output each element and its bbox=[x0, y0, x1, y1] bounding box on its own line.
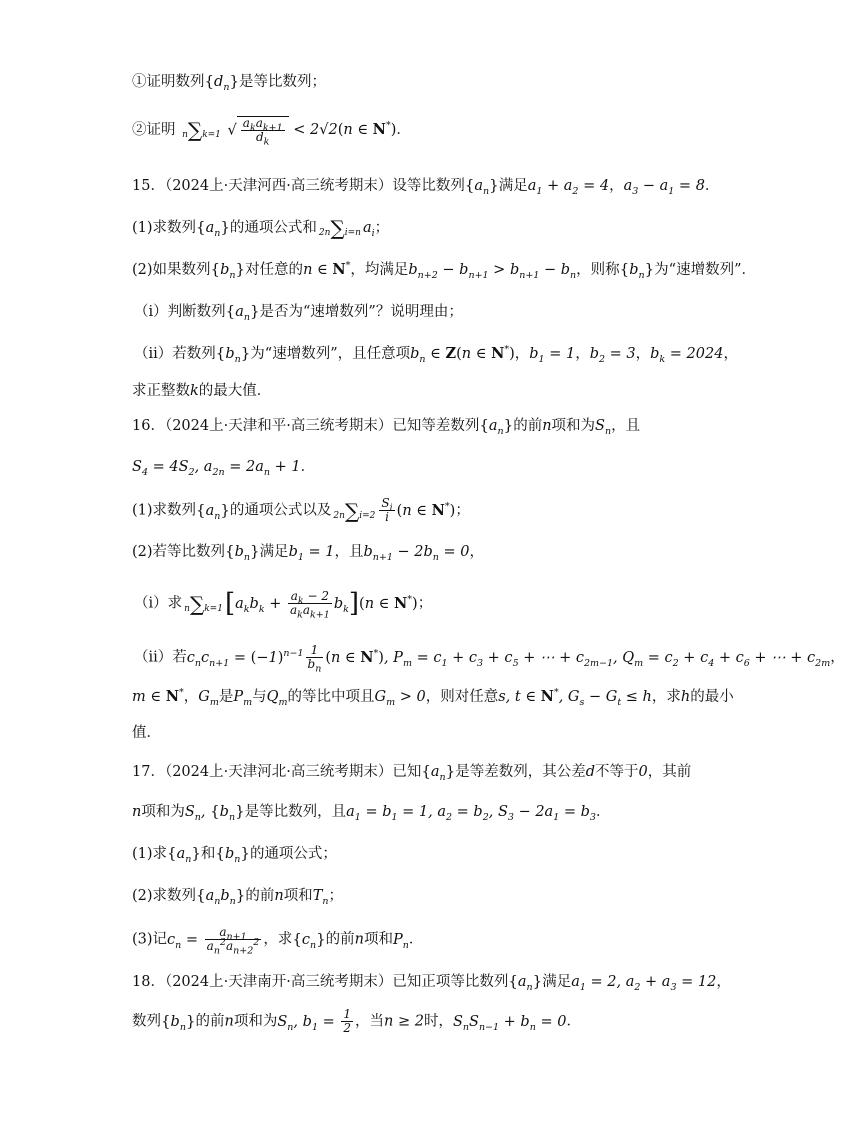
problem-15-part-2: (2)如果数列$\{b_n\}$对任意的n ∈ N*，均满足$b_{n+2} - b_{n+1} > b_{n+1} - b_n$，则称$\{b_n\}$为“速增数列”． bbox=[132, 260, 756, 281]
problem-16-part-2-ii-cont: m ∈ N*，$G_m$是$P_m$与$Q_m$的等比中项且$G_m > 0$，则对任意s, t ∈ N*, $G_s - G_t \le h$，求h的最小 bbox=[132, 687, 734, 708]
problem-17-part-2: (2)求数列$\{a_nb_n\}$的前n项和$T_n$； bbox=[132, 886, 343, 907]
problem-17-part-1: (1)求$\{a_n\}$和$\{b_n\}$的通项公式； bbox=[132, 844, 337, 865]
problem-16-part-2-ii: （ⅱ）若$c_nc_{n+1} = (-1)^{n-1}$ $\frac{1}{b_n}$ (n ∈ N*), $P_m = c_1 + c_3 + c_5$ + ⋯ + $c_{2m-1}$, $Q_m = c_2 + c_4 + c_6$ + ⋯ + $c_{2m}$， bbox=[134, 643, 845, 675]
problem-16-part-1: (1)求数列$\{a_n\}$的通项公式以及 2n∑i=2 $\frac{S_i}{i}$ (n ∈ N*)； bbox=[132, 496, 470, 524]
problem-16-condition: $S_4 = 4S_2$, $a_{2n} = 2a_n + 1$． bbox=[132, 459, 316, 478]
proof-item-2: ②证明 n∑k=1 √ $\frac{a_ka_{k+1}}{d_k}$ < 2√2(n ∈ N*)． bbox=[132, 116, 411, 148]
problem-17-part-3: (3)记$c_n$ = $\frac{a_{n+1}}{a_n^2a_{n+2}^2}$ ，求$\{c_n\}$的前n项和$P_n$． bbox=[132, 925, 424, 957]
problem-18-heading: 18．（2024上·天津南开·高三统考期末）已知正项等比数列$\{a_n\}$满足$a_1 = 2$, $a_2 + a_3 = 12$， bbox=[132, 972, 731, 993]
problem-15-part-2-i: （ⅰ）判断数列$\{a_n\}$是否为“速增数列”？说明理由； bbox=[134, 302, 463, 323]
problem-15-heading: 15．（2024上·天津河西·高三统考期末）设等比数列$\{a_n\}$满足$a_1 + a_2 = 4$，$a_3 - a_1 = 8$． bbox=[132, 176, 720, 197]
problem-15-part-1: (1)求数列$\{a_n\}$的通项公式和 2n∑i=n $a_i$； bbox=[132, 216, 390, 240]
problem-16-part-2-i: （ⅰ）求 $n\sum k=1[a_kb_k$ + $\frac{a_k - 2}{a_ka_{k+1}}$ $b_k](n$ ∈ N*)； bbox=[134, 588, 433, 621]
proof-item-1: ①证明数列$\{d_n\}$是等比数列； bbox=[132, 72, 327, 93]
problem-16-part-2: (2)若等比数列$\{b_n\}$满足$b_1 = 1$，且$b_{n+1} - 2b_n = 0$， bbox=[132, 542, 485, 563]
problem-15-part-2-ii: （ⅱ）若数列$\{b_n\}$为“速增数列”，且任意项$b_n$ ∈ Z(n ∈ N*)，$b_1 = 1$，$b_2 = 3$，$b_k = 2024$， bbox=[134, 344, 738, 365]
problem-17-condition: n项和为$S_n$, $\{b_n\}$是等比数列，且$a_1 = b_1 = 1$, $a_2 = b_2$, $S_3 - 2a_1 = b_3$． bbox=[132, 802, 611, 823]
problem-17-heading: 17．（2024上·天津河北·高三统考期末）已知$\{a_n\}$是等差数列，其公差d不等于0，其前 bbox=[132, 762, 692, 783]
problem-16-part-2-ii-end: 值． bbox=[132, 725, 161, 741]
problem-18-condition: 数列$\{b_n\}$的前n项和为$S_n$, $b_1$ = $\frac{1}{2}$ ，当n ≥ 2时，$S_nS_{n-1} + b_n = 0$． bbox=[132, 1007, 581, 1035]
problem-16-heading: 16．（2024上·天津和平·高三统考期末）已知等差数列$\{a_n\}$的前n项和为$S_n$，且 bbox=[132, 416, 641, 437]
problem-15-part-2-ii-cont: 求正整数k的最大值． bbox=[132, 383, 272, 399]
